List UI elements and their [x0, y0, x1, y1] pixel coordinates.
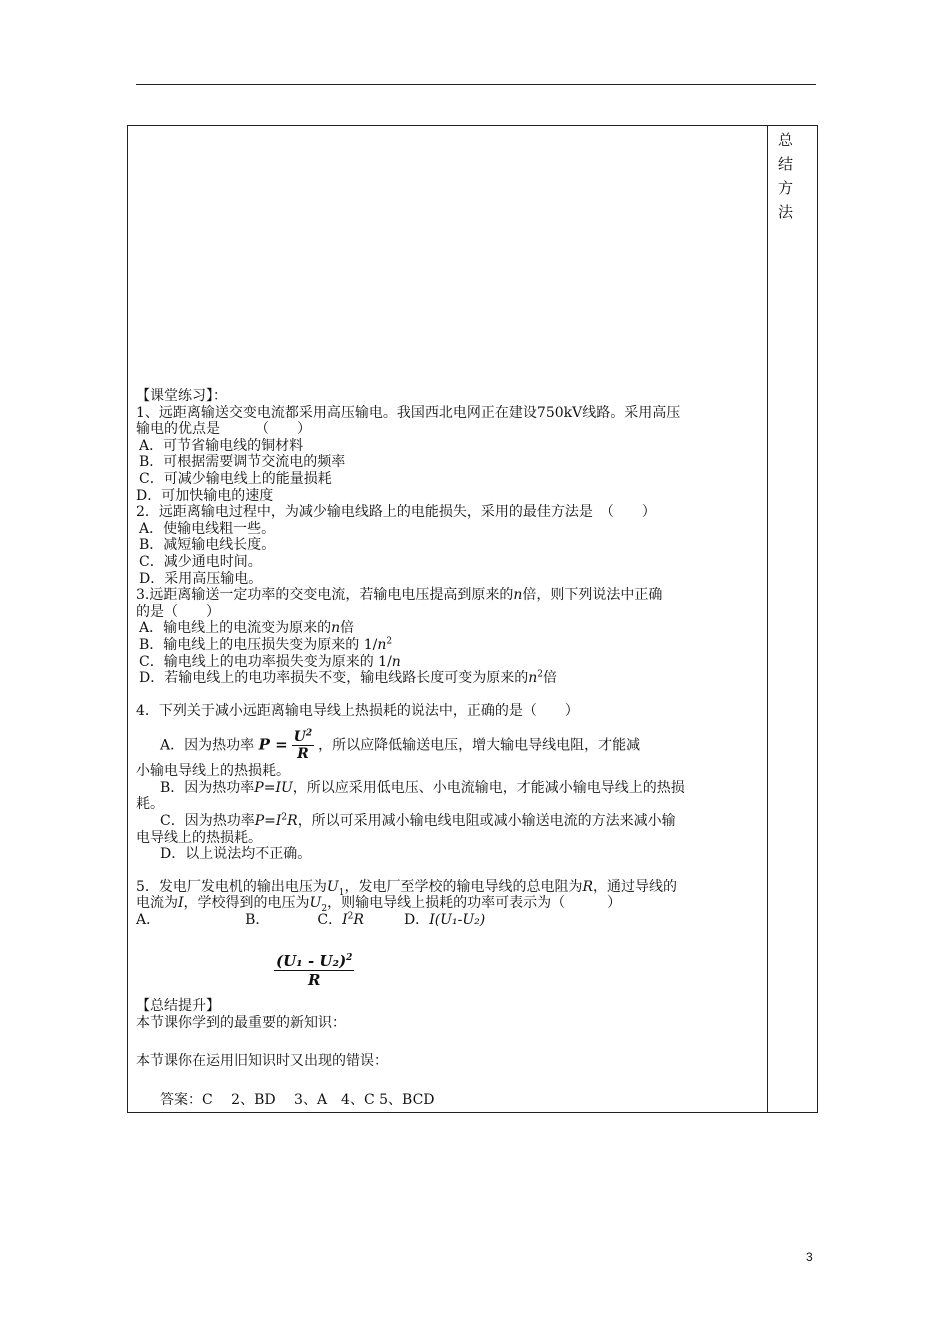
summary-header: 【总结提升】 [136, 998, 220, 1014]
q5-option-a-fraction: (U₁ - U₂)$^2$ R [276, 952, 353, 989]
q3-option-a: A．输电线上的电流变为原来的n倍 [139, 620, 355, 637]
q1-option-c: C．可减少输电线上的能量损耗 [139, 470, 332, 487]
q3-line1: 3.远距离输送一定功率的交变电流，若输电电压提高到原来的n倍，则下列说法中正确 [136, 587, 663, 604]
exercise-header: 【课堂练习】： [136, 388, 227, 404]
q5-line1: 5．发电厂发电机的输出电压为$U_1$，发电厂至学校的输电导线的总电阻为R，通过导线的 [136, 878, 678, 898]
power-fraction: $\frac{U^2}{R}$ [293, 728, 313, 763]
header-rule [136, 84, 816, 85]
q4-line1: 4．下列关于减小远距离输电导线上热损耗的说法中，正确的是（ ） [136, 702, 579, 719]
q4-option-c-cont: 电导线上的热损耗。 [136, 829, 262, 846]
summary-line1: 本节课你学到的最重要的新知识： [136, 1014, 346, 1031]
q2-option-a: A．使输电线粗一些。 [139, 520, 276, 537]
q2-line1: 2．远距离输电过程中，为减少输电线路上的电能损失，采用的最佳方法是 （ ） [136, 504, 656, 521]
q4-option-a-cont: 小输电导线上的热损耗。 [136, 763, 290, 780]
q4-option-b-cont: 耗。 [136, 796, 164, 813]
column-divider [767, 125, 768, 1113]
side-char: 总 [778, 131, 794, 149]
q5-options: A． B． C．$I^2R$ D．I(U₁-U₂) [136, 911, 486, 929]
side-char: 法 [778, 203, 794, 221]
q1-line1: 1、远距离输送交变电流都采用高压输电。我国西北电网正在建设750kV线路。采用高压 [136, 404, 681, 421]
q3-option-b: B．输电线上的电压损失变为原来的 $1/n^2$ [139, 636, 393, 653]
page-number: 3 [806, 1250, 813, 1264]
q2-option-d: D．采用高压输电。 [139, 570, 263, 587]
side-column-label [778, 128, 798, 224]
q5-line2: 电流为I，学校得到的电压为$U_2$，则输电导线上损耗的功率可表示为（ ） [136, 895, 622, 915]
q4-option-d: D．以上说法均不正确。 [160, 846, 312, 863]
q1-option-a: A．可节省输电线的铜材料 [139, 437, 304, 454]
q3-option-c: C．输电线上的电功率损失变为原来的 1/n [139, 653, 401, 670]
answers: 答案：C 2、BD 3、A 4、C 5、BCD [160, 1091, 435, 1108]
power-formula: P = [258, 735, 288, 754]
q3-line2: 的是（ ） [136, 603, 220, 620]
q4-option-c: C．因为热功率$P=I^2R$，所以可采用减小输电线电阻或减小输送电流的方法来减小输 [160, 812, 676, 830]
exercise-content [136, 388, 764, 929]
q4-option-a: A．因为热功率 P = $\frac{U^2}{R}$ ，所以应降低输送电压，增大输电导线电阻，才能减 [160, 728, 641, 763]
summary-section [136, 998, 764, 1108]
summary-line2: 本节课你在运用旧知识时又出现的错误： [136, 1053, 388, 1070]
q3-option-d: D．若输电线上的电功率损失不变，输电线路长度可变为原来的$n^2$倍 [139, 669, 557, 687]
q1-line2: 输电的优点是 （ ） [136, 421, 311, 438]
q2-option-c: C．减少通电时间。 [139, 553, 262, 570]
q1-option-b: B．可根据需要调节交流电的频率 [139, 454, 346, 471]
side-char: 结 [778, 155, 794, 173]
side-char: 方 [778, 179, 794, 197]
q4-option-b: B．因为热功率P=IU，所以应采用低电压、小电流输电，才能减小输电导线上的热损 [160, 779, 685, 796]
q1-option-d: D．可加快输电的速度 [136, 487, 274, 504]
q2-option-b: B．减短输电线长度。 [139, 537, 276, 554]
